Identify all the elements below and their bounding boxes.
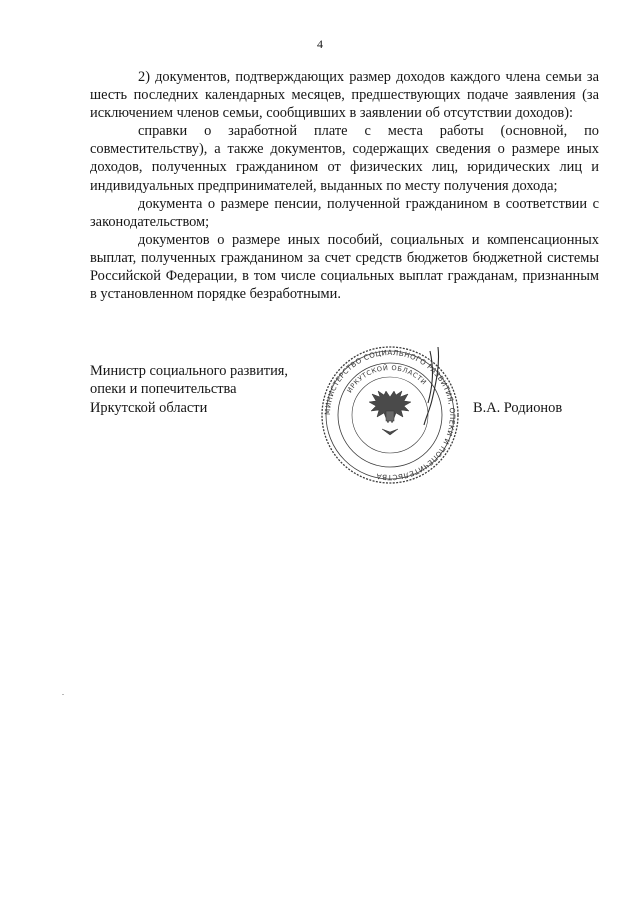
document-body (90, 68, 599, 303)
page-number: 4 (317, 37, 323, 51)
signatory-name: В.А. Родионов (473, 400, 563, 416)
signatory-position-line: Иркутской области (90, 399, 208, 416)
seal-outer-text: МИНИСТЕРСТВО СОЦИАЛЬНОГО РАЗВИТИЯ, ОПЕКИ И ПОПЕЧИТЕЛЬСТВА (322, 347, 458, 483)
paragraph-documents-income: 2) документов, подтверждающих размер доходов каждого члена семьи за шесть последних календарных месяцев, предшествующих подаче заявления (за исключением членов семьи, сообщивших в заявлении об отсутствии доходов): (90, 69, 599, 122)
signatory-position-line: опеки и попечительства (90, 381, 237, 398)
scan-artifact (62, 694, 64, 695)
signatory-position-line: Министр социального развития, (90, 363, 288, 379)
seal-inner-text: ИРКУТСКОЙ ОБЛАСТИ (345, 363, 429, 395)
paragraph-salary-certificates: справки о заработной плате с места работы (основной, по совместительству), а также документов, содержащих сведения о размере иных доходов, полученных гражданином от физических лиц, юридических лиц и индивидуальных предпринимателей, выданных по месту получения дохода; (90, 123, 599, 194)
signatory-position (90, 362, 288, 417)
paragraph-pension-document: документа о размере пенсии, полученной гражданином в соответствии с законодательством; (90, 195, 599, 230)
coat-of-arms-eagle-icon (369, 391, 411, 435)
svg-text:ИРКУТСКОЙ ОБЛАСТИ (345, 363, 428, 394)
paragraph-other-benefits: документов о размере иных пособий, социальных и компенсационных выплат, полученных гражданином за счет средств бюджетов бюджетной системы Российской Федерации, в том числе социальных выплат гражданам, признанным в установленном порядке безработными. (90, 231, 599, 303)
official-seal-stamp (320, 345, 460, 485)
